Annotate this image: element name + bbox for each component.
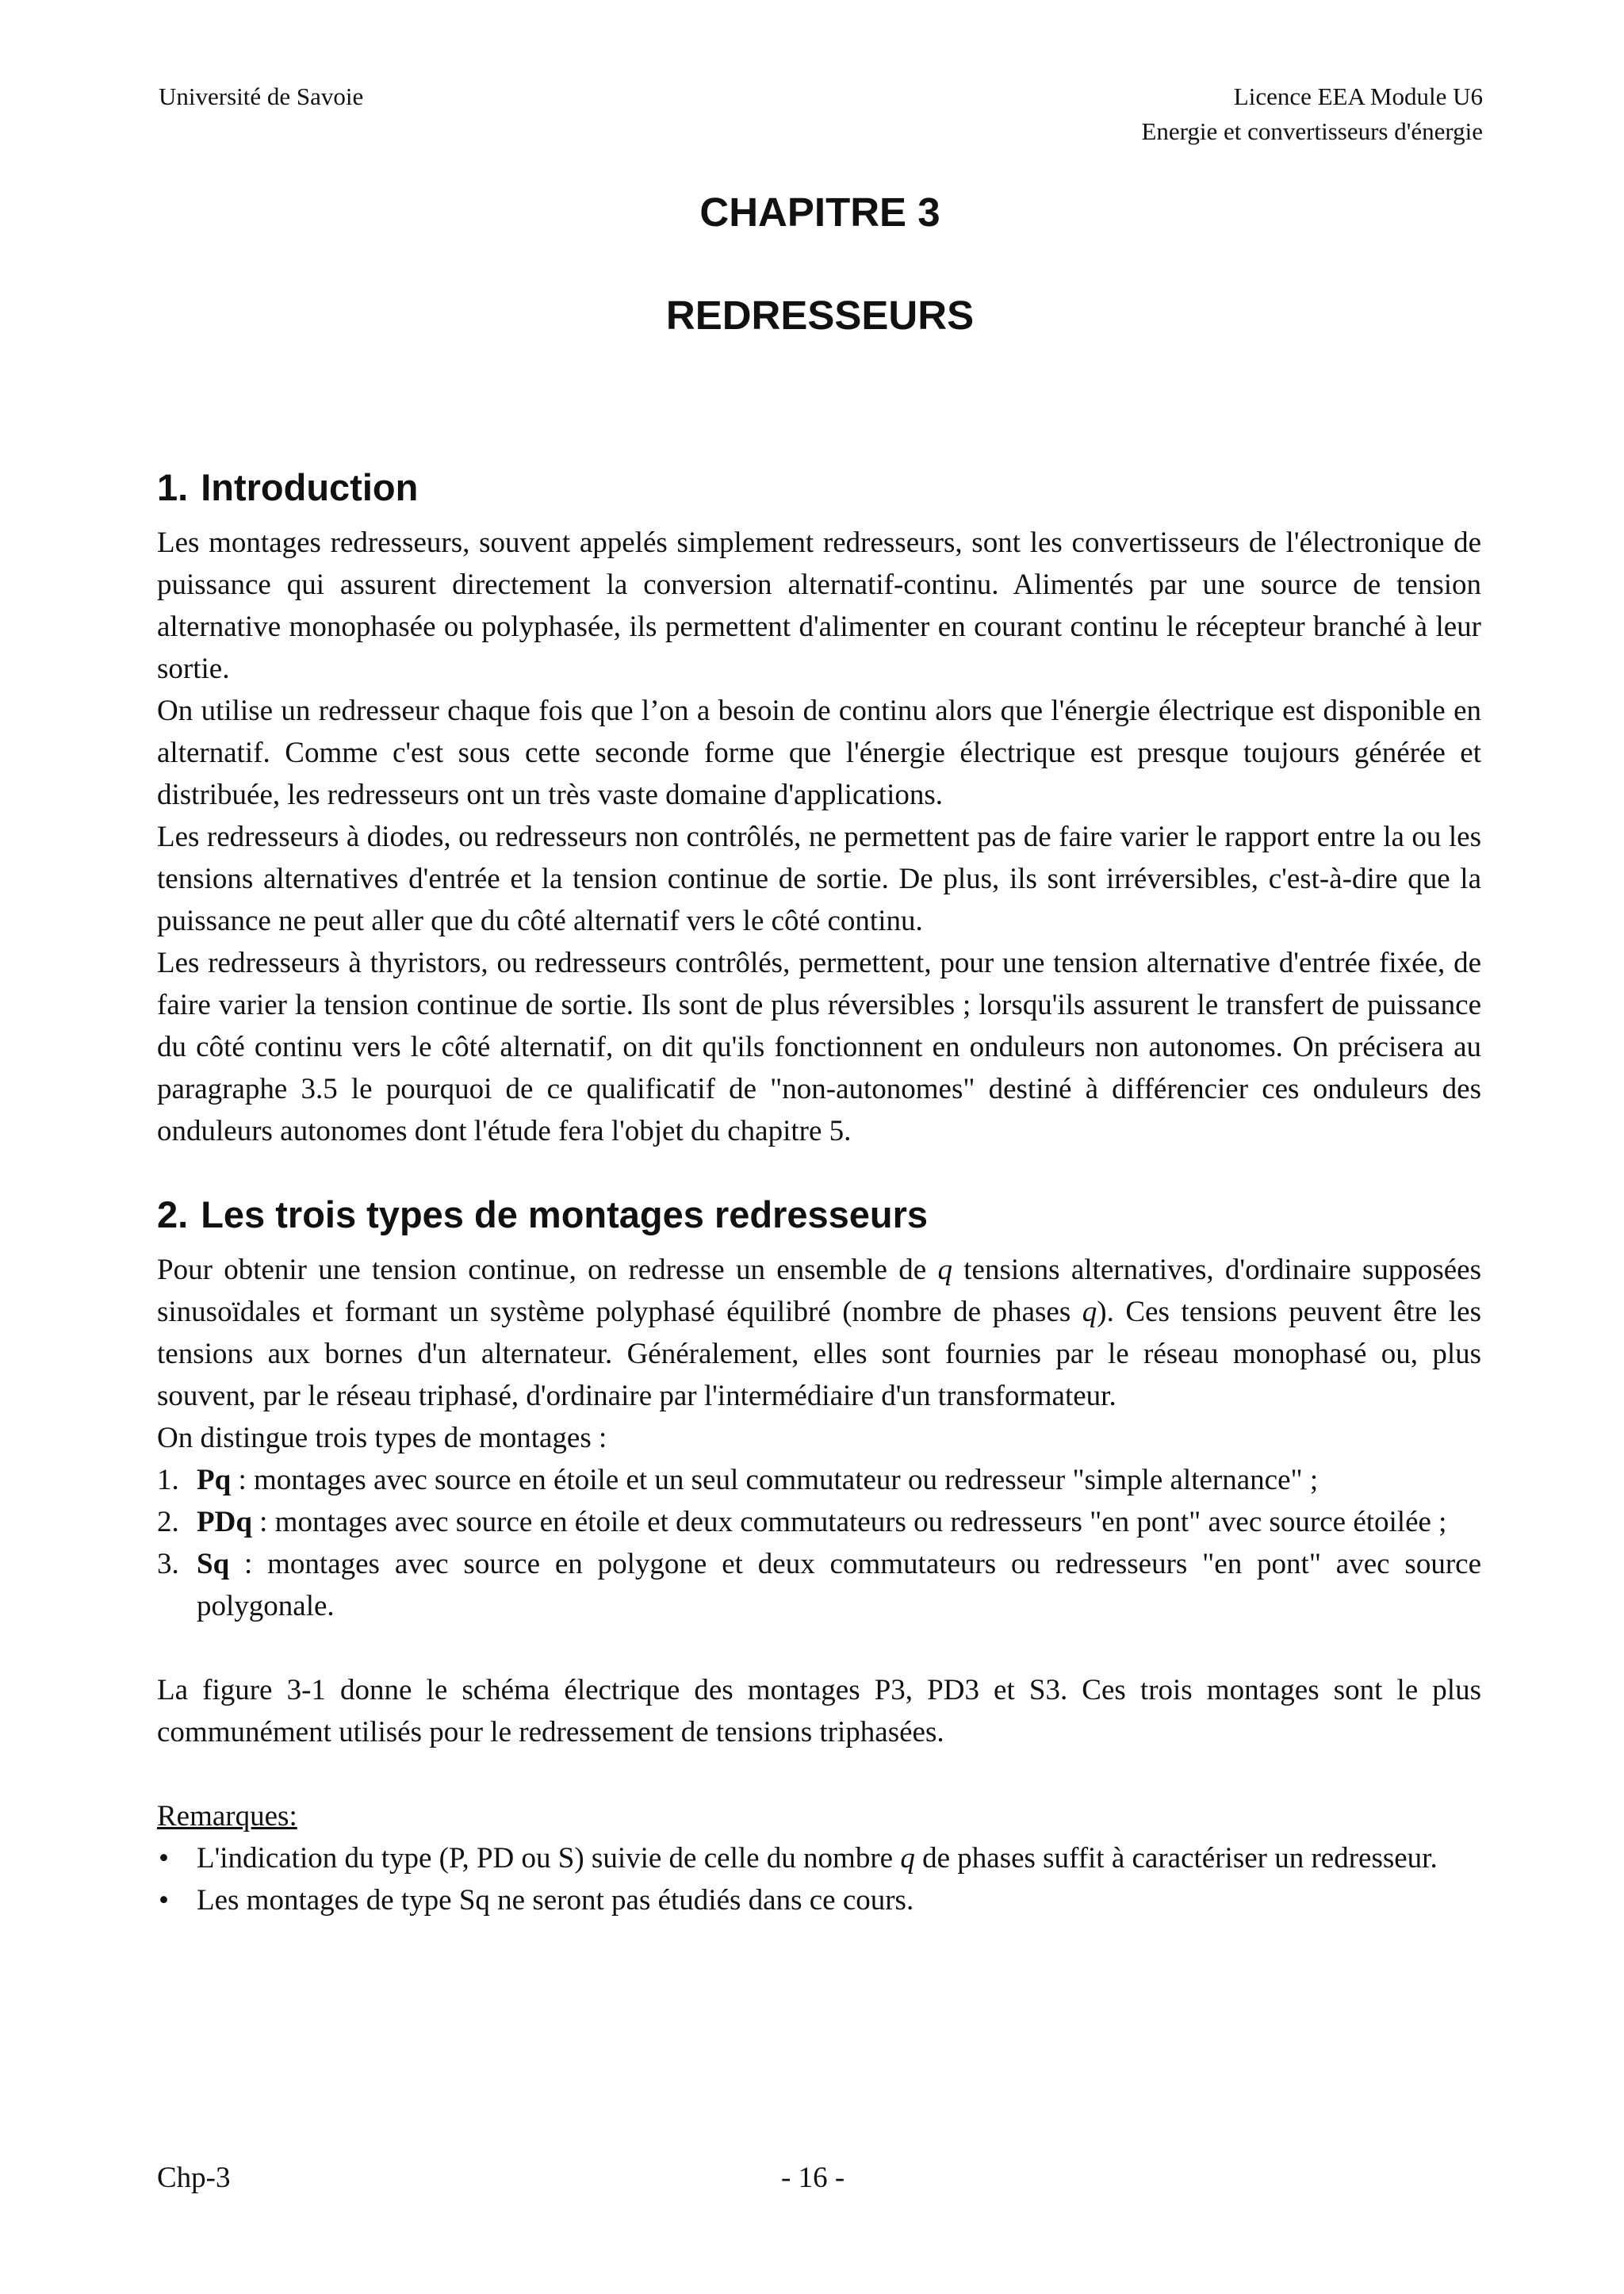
header-course [1141, 79, 1483, 149]
remarks-list [157, 1837, 1481, 1921]
list-item [157, 1543, 1481, 1627]
intro-part1: Pour obtenir une tension continue, on redresse un ensemble de [157, 1254, 938, 1286]
remarks-title: Remarques: [157, 1800, 297, 1833]
type-description: : montages avec source en étoile et deux commutateurs ou redresseurs "en pont" avec source étoilée ; [251, 1506, 1447, 1538]
remark-1-part1: L'indication du type (P, PD ou S) suivie de celle du nombre [197, 1842, 901, 1875]
intro-part2: tensions alternatives, d'ordinaire supposées sinusoïdales et formant un système polyphasé équilibré (nombre de phases [157, 1254, 1481, 1328]
header-course-line1: Licence EEA Module U6 [1233, 82, 1483, 110]
list-number: 1. [157, 1464, 179, 1496]
figure-description: La figure 3-1 donne le schéma électrique des montages P3, PD3 et S3. Ces trois montages sont le plus communément utilisés pour le redressement de tensions triphasées. [157, 1674, 1481, 1748]
list-item [157, 1879, 1481, 1921]
distinguish-text: On distingue trois types de montages : [157, 1422, 607, 1454]
chapter-number: CHAPITRE 3 [699, 190, 940, 235]
list-item [157, 1501, 1481, 1543]
bullet-icon: • [159, 1884, 169, 1917]
list-item [157, 1459, 1481, 1501]
list-number: 3. [157, 1548, 179, 1580]
spacer [157, 1627, 1481, 1669]
intro-paragraph-3: Les redresseurs à diodes, ou redresseurs non contrôlés, ne permettent pas de faire varier le rapport entre la ou les tensions alternatives d'entrée et la tension continue de sortie. De plus, ils sont irréversibles, c'est-à-dire que la puissance ne peut aller que du côté alternatif vers le côté continu. [157, 821, 1481, 937]
type-code: Sq [197, 1548, 230, 1580]
spacer [157, 1753, 1481, 1795]
type-code: PDq [197, 1506, 252, 1538]
header-course-line2: Energie et convertisseurs d'énergie [1141, 117, 1483, 145]
section-1-title: Introduction [201, 466, 419, 508]
section-2-title: Les trois types de montages redresseurs [201, 1193, 929, 1235]
chapter-title: REDRESSEURS [665, 293, 975, 338]
remark-1-part2: de phases suffit à caractériser un redresseur. [914, 1842, 1438, 1875]
remark-2: Les montages de type Sq ne seront pas étudiés dans ce cours. [197, 1884, 914, 1917]
list-number: 2. [157, 1506, 179, 1538]
q-variable: q [900, 1842, 915, 1875]
intro-part3: ). Ces tensions peuvent être les tensions aux bornes d'un alternateur. Généralement, elles sont fournies par le réseau monophasé ou, plus souvent, par le réseau triphasé, d'ordinaire par l'intermédiaire d'un transformateur. [157, 1296, 1481, 1412]
intro-paragraph-1: Les montages redresseurs, souvent appelés simplement redresseurs, sont les convertisseurs de l'électronique de puissance qui assurent directement la conversion alternatif-continu. Alimentés par une source de tension alternative monophasée ou polyphasée, ils permettent d'alimenter en courant continu le récepteur branché à leur sortie. [157, 527, 1481, 685]
footer-chapter: Chp-3 [157, 2162, 231, 2194]
page-number: - 16 - [781, 2162, 845, 2194]
q-variable: q [1082, 1296, 1097, 1328]
intro-paragraph-2: On utilise un redresseur chaque fois que l’on a besoin de continu alors que l'énergie électrique est disponible en alternatif. Comme c'est sous cette seconde forme que l'énergie électrique est presque toujours générée et distribuée, les redresseurs ont un très vaste domaine d'applications. [157, 695, 1481, 811]
type-description: : montages avec source en étoile et un seul commutateur ou redresseur "simple alternance" ; [231, 1464, 1319, 1496]
section-2-intro [157, 1249, 1481, 1417]
bullet-icon: • [159, 1842, 169, 1875]
list-item [157, 1837, 1481, 1879]
section-1-heading [157, 460, 1481, 515]
section-2-number: 2. [157, 1193, 189, 1235]
type-description: : montages avec source en polygone et deux commutateurs ou redresseurs "en pont" avec source polygonale. [197, 1548, 1481, 1622]
intro-paragraph-4: Les redresseurs à thyristors, ou redresseurs contrôlés, permettent, pour une tension alternative d'entrée fixée, de faire varier la tension continue de sortie. Ils sont de plus réversibles ; lorsqu'ils assurent le transfert de puissance du côté continu vers le côté alternatif, on dit qu'ils fonctionnent en onduleurs non autonomes. On précisera au paragraphe 3.5 le pourquoi de ce qualificatif de "non-autonomes" destiné à différencier ces onduleurs des onduleurs autonomes dont l'étude fera l'objet du chapitre 5. [157, 947, 1481, 1147]
type-code: Pq [197, 1464, 232, 1496]
montage-types-list [157, 1459, 1481, 1627]
q-variable: q [937, 1254, 952, 1286]
page-content [157, 460, 1481, 1921]
header-university: Université de Savoie [159, 82, 364, 110]
section-2-heading [157, 1187, 1481, 1243]
section-1-number: 1. [157, 466, 189, 508]
